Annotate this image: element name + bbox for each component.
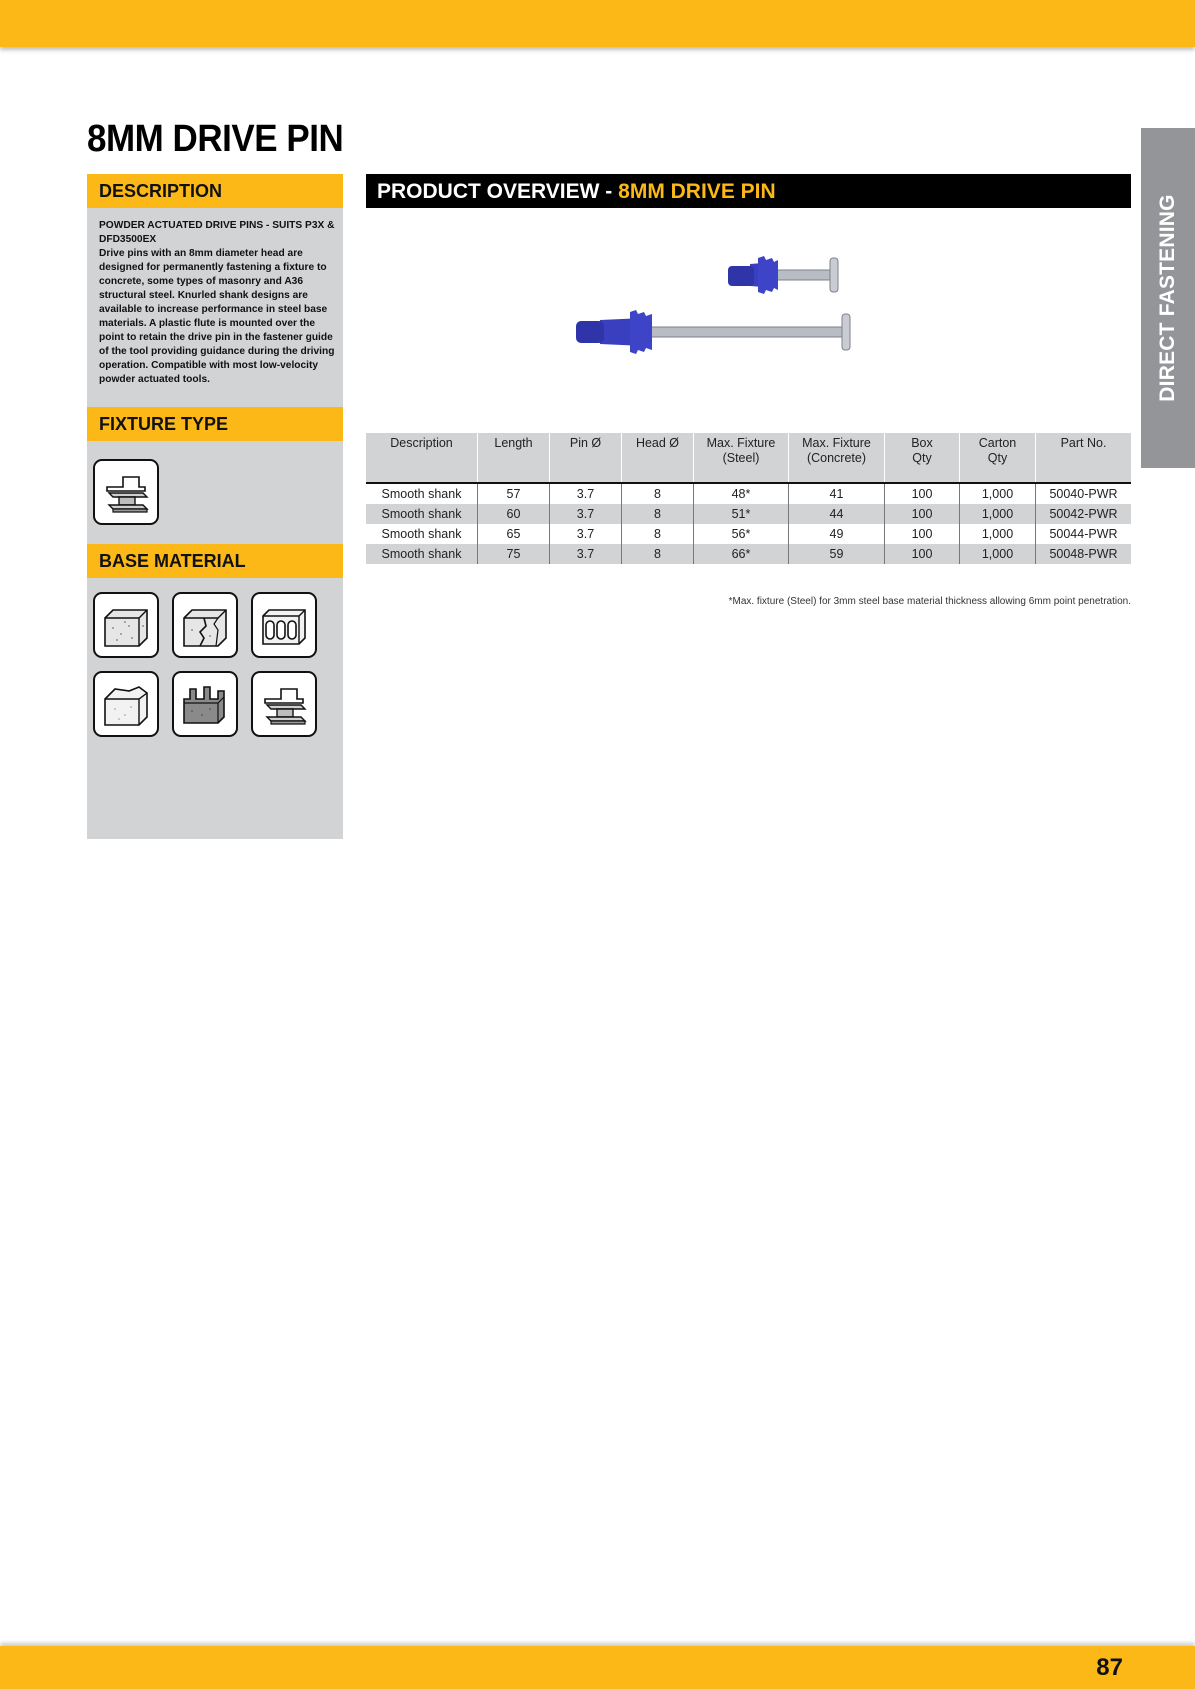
product-overview-accent: 8MM DRIVE PIN	[618, 180, 776, 203]
col-header-length: Length	[478, 433, 550, 483]
table-row: Smooth shank 75 3.7 8 66* 59 100 1,000 50048-PWR	[366, 544, 1131, 564]
col-header-max-fixture-concrete: Max. Fixture (Concrete)	[789, 433, 885, 483]
page-title: 8MM DRIVE PIN	[87, 118, 344, 160]
description-header	[87, 174, 343, 208]
fixture-type-header	[87, 407, 343, 441]
short-drive-pin	[728, 256, 838, 294]
section-side-tab	[1141, 128, 1195, 468]
product-overview-header	[366, 174, 1131, 208]
table-header-row	[366, 433, 1131, 483]
top-banner	[0, 0, 1195, 47]
fixture-type-header-label: FIXTURE TYPE	[99, 414, 229, 434]
page-number: 87	[1096, 1654, 1123, 1681]
hollow-block-icon	[251, 592, 317, 658]
concrete-block-icon	[93, 592, 159, 658]
description-subtitle: POWDER ACTUATED DRIVE PINS - SUITS P3X & DFD3500EX	[99, 220, 335, 245]
col-header-max-fixture-steel: Max. Fixture (Steel)	[694, 433, 789, 483]
description-body: Drive pins with an 8mm diameter head are designed for permanently fastening a fixture to concrete, some types of masonry and A36 structural steel. Knurled shank designs are available to increase performance in steel base materials. A plastic flute is mounted over the point to retain the drive pin in the fastener guide of the tool providing guidance during the driving operation. Compatible with most low-velocity powder actuated tools.	[99, 248, 335, 385]
steel-beam-icon	[93, 459, 159, 525]
col-header-description: Description	[366, 433, 478, 483]
description-header-label: DESCRIPTION	[99, 181, 223, 201]
table-footnote: *Max. fixture (Steel) for 3mm steel base material thickness allowing 6mm point penetration.	[728, 596, 1131, 607]
col-header-box-qty: Box Qty	[885, 433, 960, 483]
bottom-banner	[0, 1646, 1195, 1689]
steel-beam-base-icon	[251, 671, 317, 737]
table-row: Smooth shank 57 3.7 8 48* 41 100 1,000 50040-PWR	[366, 483, 1131, 504]
cracked-concrete-icon	[172, 592, 238, 658]
product-overview-prefix: PRODUCT OVERVIEW -	[377, 180, 613, 203]
base-material-header-label: BASE MATERIAL	[99, 551, 246, 571]
drive-pin-product-image	[560, 248, 900, 388]
side-tab-label: DIRECT FASTENING	[1156, 194, 1179, 402]
table-row: Smooth shank 60 3.7 8 51* 44 100 1,000 50042-PWR	[366, 504, 1131, 524]
info-sidebar	[87, 174, 343, 839]
description-text	[99, 219, 335, 387]
col-header-part-no: Part No.	[1036, 433, 1132, 483]
base-material-header	[87, 544, 343, 578]
product-spec-table	[366, 433, 1131, 564]
col-header-carton-qty: Carton Qty	[960, 433, 1036, 483]
col-header-pin-diameter: Pin Ø	[550, 433, 622, 483]
long-drive-pin	[576, 310, 850, 354]
col-header-head-diameter: Head Ø	[622, 433, 694, 483]
masonry-block-icon	[172, 671, 238, 737]
lightweight-concrete-icon	[93, 671, 159, 737]
product-overview-label	[377, 180, 776, 204]
table-row: Smooth shank 65 3.7 8 56* 49 100 1,000 50044-PWR	[366, 524, 1131, 544]
